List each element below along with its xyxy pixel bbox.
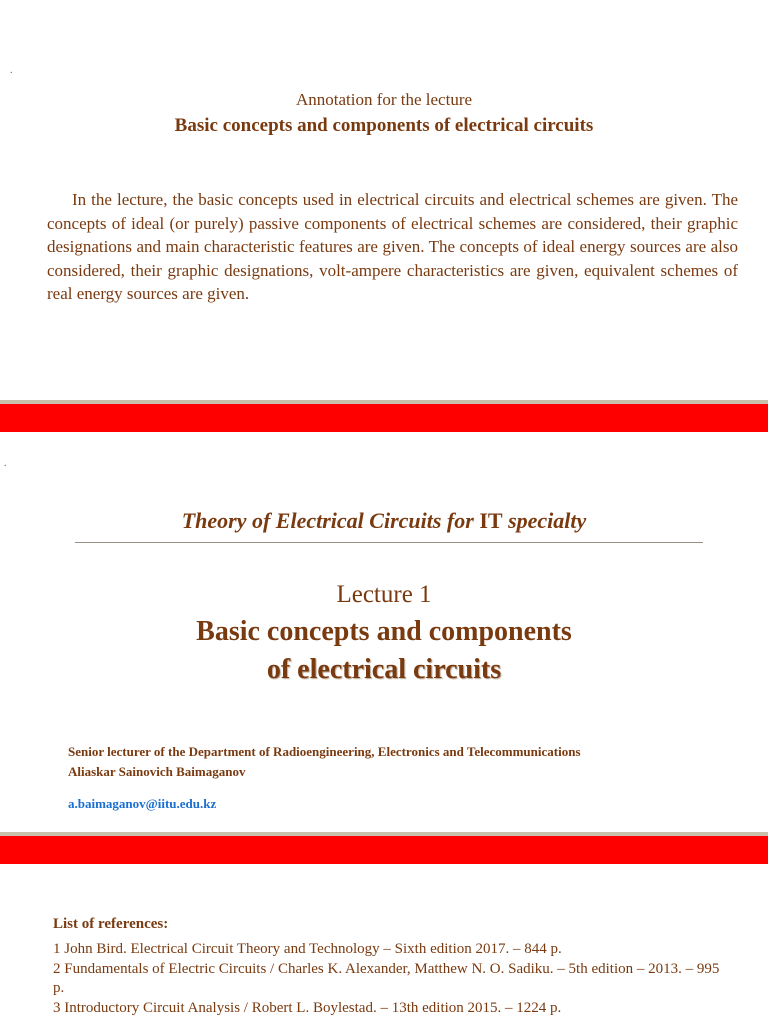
- annotation-body: In the lecture, the basic concepts used in electrical circuits and electrical schemes are given. The concepts of ideal (or purely) passive components of electrical schemes are considered, their graphic designations and main characteristic features are given. The concepts of ideal energy sources are also considered, their graphic designations, volt-ampere characteristics are given, equivalent schemes of real energy sources are given.: [47, 190, 738, 303]
- course-title: [0, 506, 768, 536]
- lecture-title: [0, 613, 768, 689]
- email-link[interactable]: a.baimaganov@iitu.edu.kz: [68, 796, 217, 811]
- annotation-title: Annotation for the lecture: [295, 90, 473, 109]
- red-band: [0, 836, 768, 864]
- reference-item: 3 Introductory Circuit Analysis / Robert L. Boylestad. – 13th edition 2015. – 1224 p.: [53, 999, 562, 1016]
- reference-item: 2 Fundamentals of Electric Circuits / Charles K. Alexander, Matthew N. O. Sadiku. – 5th edition – 2013. – 995 p.: [53, 960, 720, 996]
- lecturer-info: [68, 742, 748, 782]
- course-title-part2: specialty: [502, 508, 587, 533]
- decorative-dot: .: [4, 458, 7, 469]
- course-title-it: IT: [479, 508, 503, 533]
- reference-item: 1 John Bird. Electrical Circuit Theory and Technology – Sixth edition 2017. – 844 p.: [53, 941, 562, 957]
- lecture-title-line1: Basic concepts and components: [196, 616, 572, 647]
- title-divider: [75, 542, 703, 543]
- decorative-dot: .: [10, 65, 13, 76]
- references-heading: List of references:: [53, 916, 169, 932]
- references-list: [53, 940, 733, 1018]
- lecture-title-line2: of electrical circuits: [266, 654, 502, 685]
- red-band: [0, 404, 768, 432]
- annotation-heading: Basic concepts and components of electrical circuits: [174, 115, 594, 136]
- lecture-number: Lecture 1: [336, 581, 432, 608]
- lecturer-name: Aliaskar Sainovich Baimaganov: [68, 764, 246, 779]
- course-title-part1: Theory of Electrical Circuits for: [181, 508, 480, 533]
- lecturer-position: Senior lecturer of the Department of Radioengineering, Electronics and Telecommunications: [68, 744, 581, 759]
